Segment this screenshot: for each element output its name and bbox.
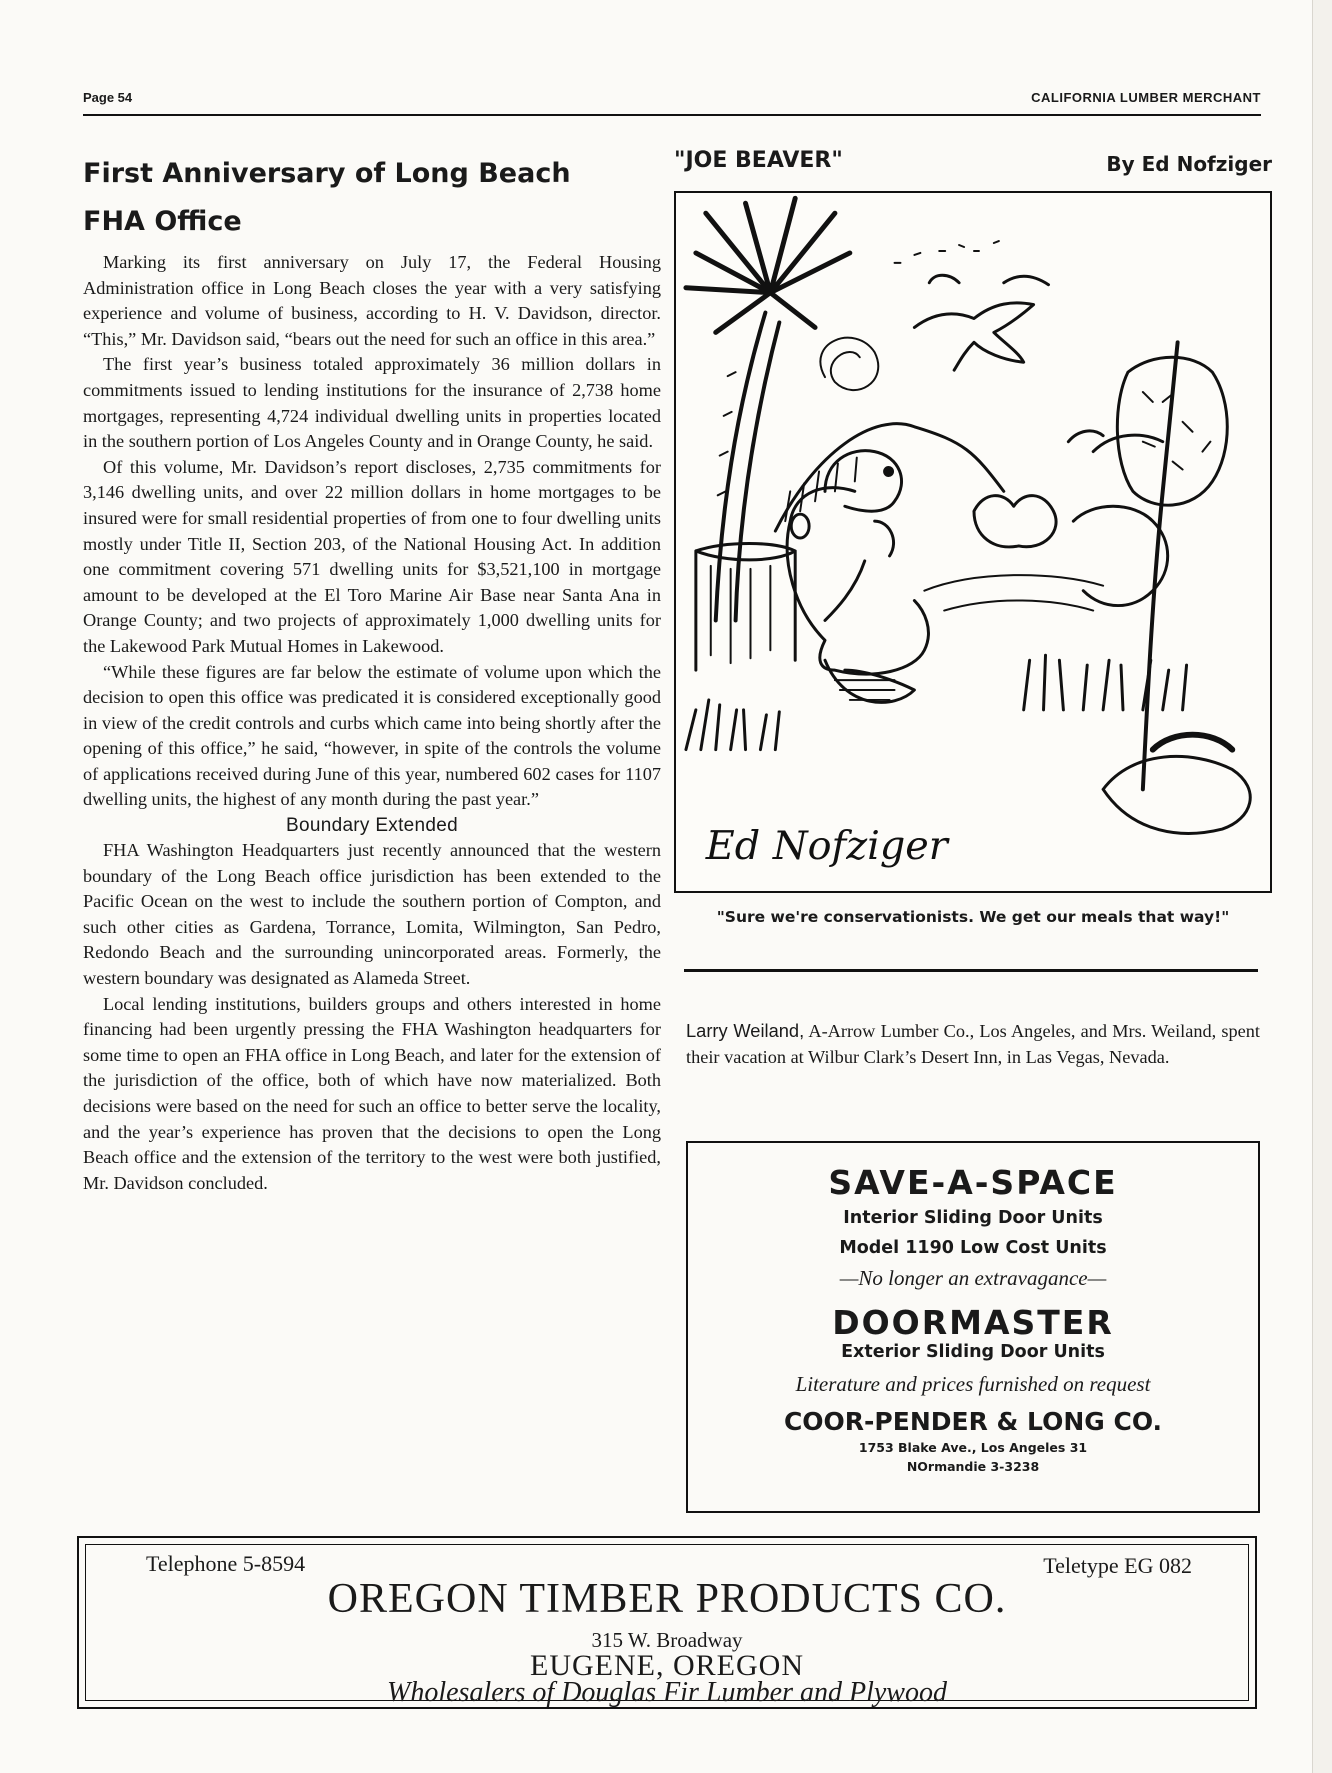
headline-line-1: First Anniversary of Long Beach bbox=[83, 158, 571, 189]
personal-note bbox=[686, 1018, 1260, 1070]
cartoon-header bbox=[674, 148, 1272, 178]
save-a-space-ad bbox=[686, 1141, 1260, 1513]
page-number: Page 54 bbox=[83, 90, 133, 105]
note-name: Larry Weiland, bbox=[686, 1020, 805, 1041]
magazine-title: CALIFORNIA LUMBER MERCHANT bbox=[1031, 90, 1261, 105]
article-paragraph: Local lending institutions, builders groups and others interested in home financing had been urgently pressing the FHA Washington headquarters for some time to open an FHA office in Long Beach, and later for the extension of the jurisdiction of the office, both of which have now materialized. Both decisions were based on the need for such an office to better serve the locality, and the year’s experience has proven that the decisions to open the Long Beach office and the extension of the territory to the west were both justified, Mr. Davidson concluded. bbox=[83, 993, 661, 1193]
page-header bbox=[83, 88, 1261, 116]
cartoon-caption: "Sure we're conservationists. We get our meals that way!" bbox=[716, 908, 1230, 926]
ad-brand-save-a-space: SAVE-A-SPACE bbox=[828, 1163, 1118, 1202]
article-paragraph: Marking its first anniversary on July 17, the Federal Housing Administration office in Long Beach closes the year with a very satisfying experience and volume of business, according to H. V. Davidson, director. “This,” Mr. Davidson said, “bears out the need for such an office in this area.” bbox=[83, 252, 661, 349]
ad-street: 315 W. Broadway bbox=[591, 1628, 743, 1652]
oregon-timber-ad bbox=[77, 1536, 1257, 1709]
article-paragraph: The first year’s business totaled approximately 36 million dollars in commitments issued to lending institutions for the insurance of 2,738 home mortgages, representing 4,724 individual dwelling units in properties located in the southern portion of Los Angeles County and in Orange County, he said. bbox=[83, 354, 661, 452]
article-paragraph: FHA Washington Headquarters just recently announced that the western boundary of the Long Beach office jurisdiction has been extended to the Pacific Ocean on the west to include the southern portion of Compton, and such other cities as Gardena, Torrance, Lomita, Wilmington, San Pedro, Redondo Beach and the surrounding unincorporated areas. Formerly, the western boundary was designated as Alameda Street. bbox=[83, 840, 661, 989]
ad-tagline: Wholesalers of Douglas Fir Lumber and Plywood bbox=[387, 1677, 947, 1708]
article-body bbox=[83, 250, 661, 1196]
article bbox=[83, 150, 661, 1196]
article-headline bbox=[83, 150, 661, 246]
cartoon-illustration bbox=[674, 191, 1272, 893]
ad-inner-border bbox=[85, 1544, 1249, 1708]
bird-drawing bbox=[895, 241, 1049, 370]
divider-rule bbox=[684, 969, 1258, 972]
ad-address: 1753 Blake Ave., Los Angeles 31 bbox=[858, 1440, 1088, 1455]
cartoon-byline: By Ed Nofziger bbox=[1106, 152, 1272, 176]
ad-telephone: Telephone 5-8594 bbox=[146, 1551, 306, 1576]
ad-line: Literature and prices furnished on request bbox=[795, 1372, 1151, 1396]
ad-line: Model 1190 Low Cost Units bbox=[839, 1238, 1107, 1258]
ad-city: EUGENE, OREGON bbox=[530, 1649, 804, 1682]
ad-company-name: OREGON TIMBER PRODUCTS CO. bbox=[327, 1576, 1007, 1622]
ad-line: Interior Sliding Door Units bbox=[843, 1208, 1103, 1228]
article-subhead: Boundary Extended bbox=[286, 815, 458, 837]
headline-line-2: FHA Office bbox=[83, 206, 242, 237]
ad-line: Exterior Sliding Door Units bbox=[841, 1342, 1105, 1362]
ad-teletype: Teletype EG 082 bbox=[1043, 1553, 1192, 1578]
cartoon-signature: Ed Nofziger bbox=[705, 822, 948, 869]
ad-brand-doormaster: DOORMASTER bbox=[832, 1303, 1114, 1342]
beaver-drawing bbox=[696, 451, 929, 703]
ad-line: —No longer an extravagance— bbox=[839, 1266, 1107, 1290]
cartoon-title: "JOE BEAVER" bbox=[674, 148, 843, 173]
ad-phone: NOrmandie 3-3238 bbox=[906, 1459, 1040, 1474]
palm-tree-drawing bbox=[686, 198, 850, 620]
article-paragraph: “While these figures are far below the estimate of volume upon which the decision to open this office was predicated it is considered exceptionally good in view of the credit controls and curbs which came into being shortly after the opening of this office,” he said, “however, in spite of the controls the volume of applications received during June of this year, numbered 602 cases for 1107 dwelling units, the highest of any month during the past year.” bbox=[83, 661, 661, 810]
note-text: A-Arrow Lumber Co., Los Angeles, and Mrs. Weiland, spent their vacation at Wilbur Clark’s Desert Inn, in Las Vegas, Nevada. bbox=[686, 1021, 1260, 1067]
ad-company: COOR-PENDER & LONG CO. bbox=[783, 1407, 1163, 1436]
tree-drawing bbox=[1068, 342, 1227, 789]
article-paragraph: Of this volume, Mr. Davidson’s report discloses, 2,735 commitments for 3,146 dwelling units, and over 22 million dollars in home mortgages to be insured were for small residential properties of from one to four dwelling units mostly under Title II, Section 203, of the National Housing Act. In addition one commitment covering 571 dwelling units for $3,521,100 in mortgage amount to be developed at the El Toro Marine Air Base near Santa Ana in Orange County; and two projects of approximately 1,000 dwelling units for the Lakewood Park Mutual Homes in Lakewood. bbox=[83, 456, 661, 656]
